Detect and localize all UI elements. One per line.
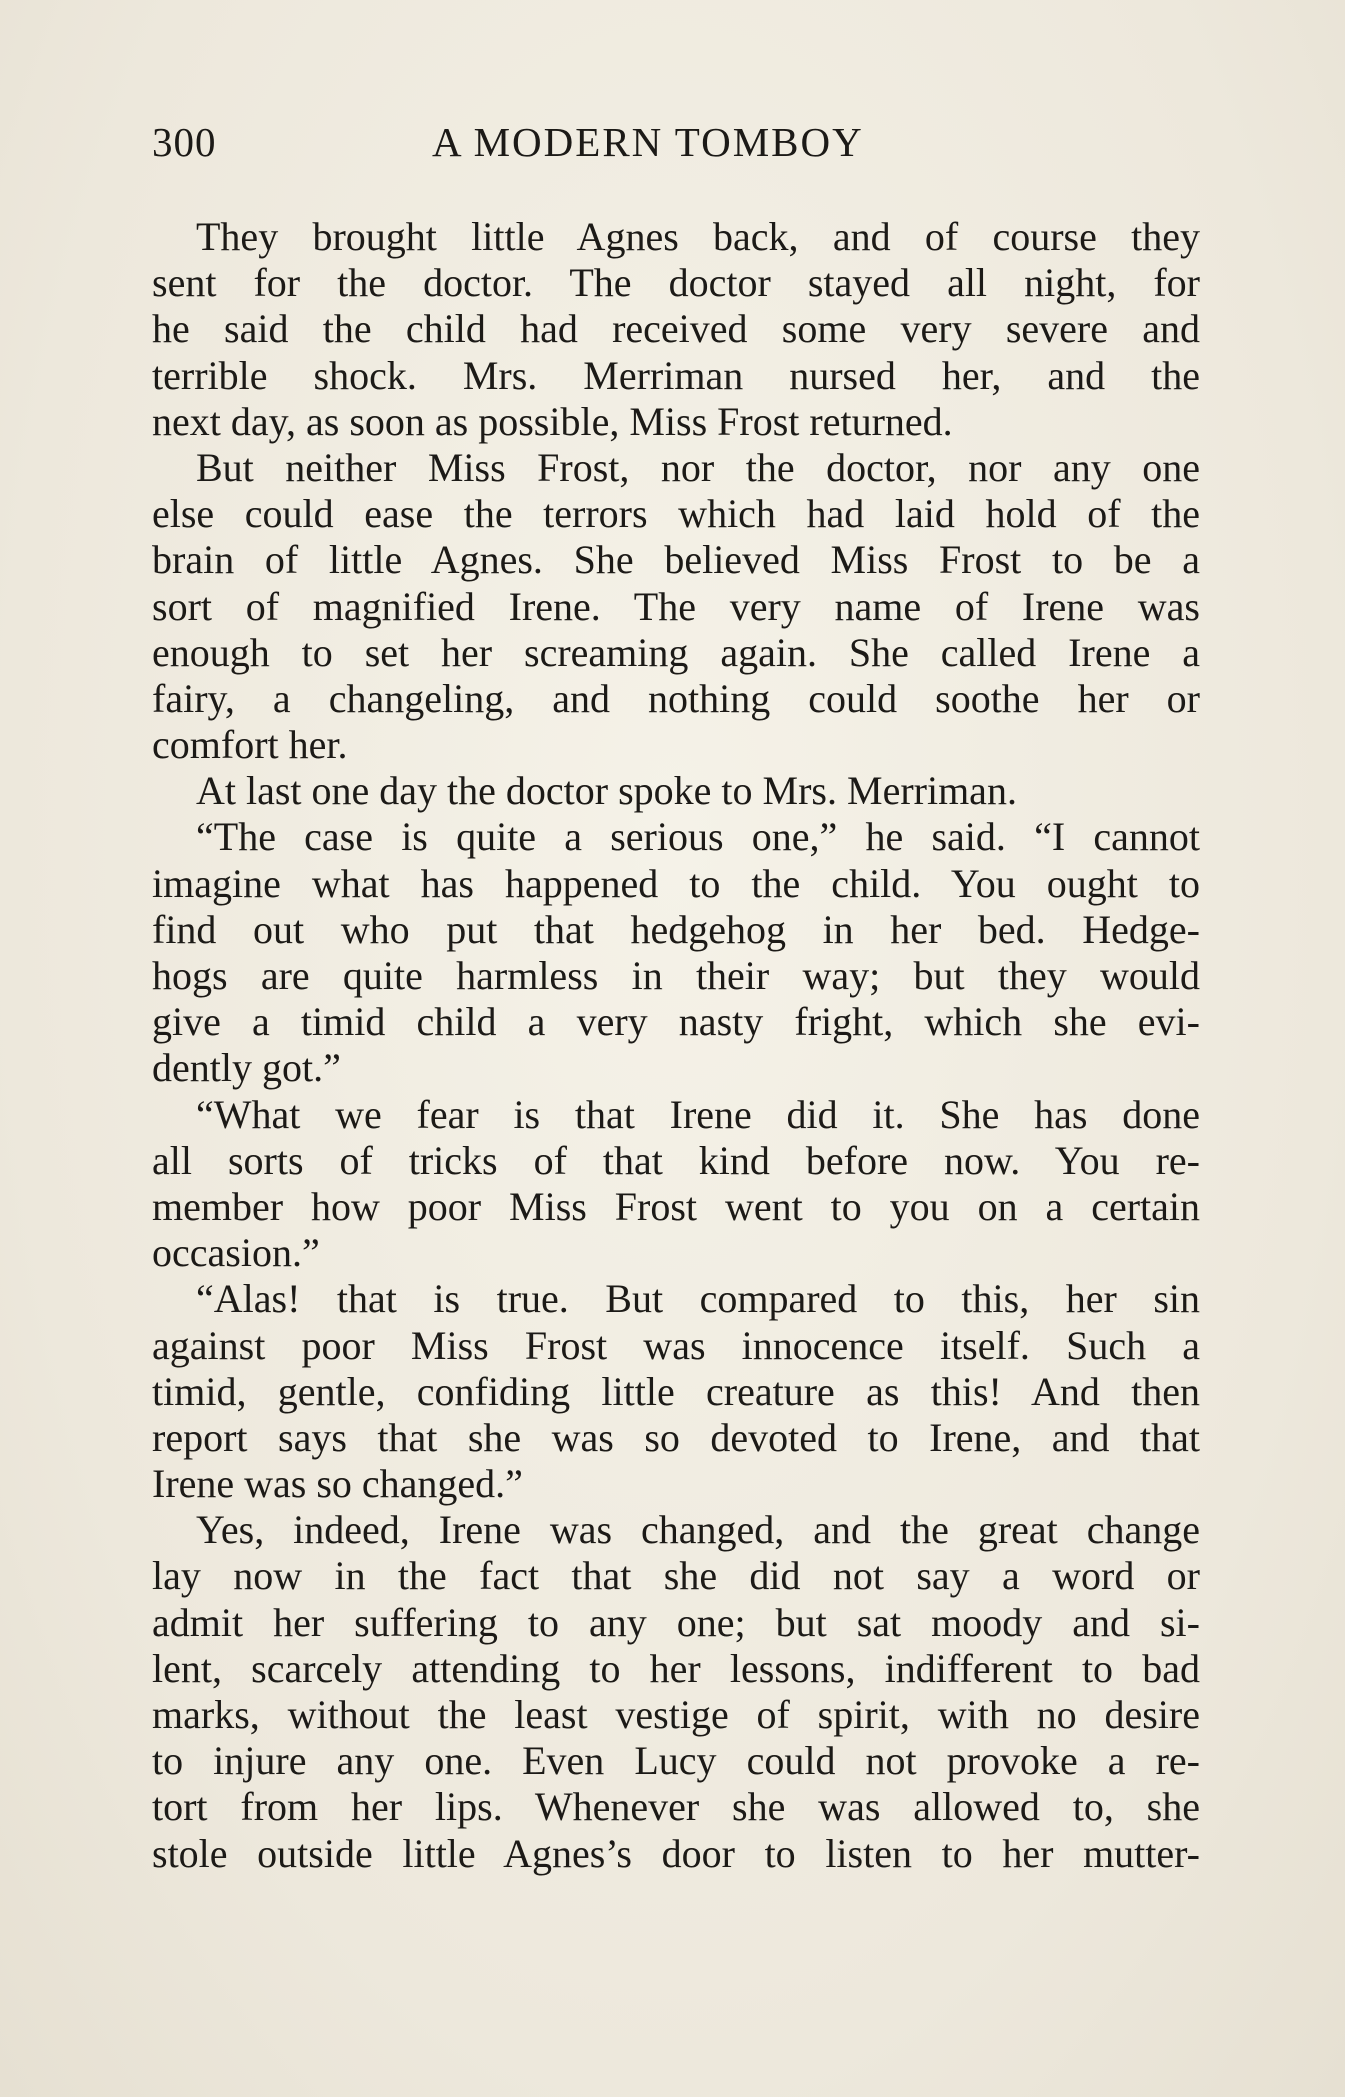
paragraph	[152, 1092, 1200, 1277]
text-line: comfort her.	[152, 722, 348, 768]
text-line: lay now in the fact that she did not say a word or	[152, 1553, 1200, 1599]
text-line: stole outside little Agnes’s door to listen to her mutter-	[152, 1830, 1200, 1876]
text-line: give a timid child a very nasty fright, which she evi-	[152, 999, 1200, 1045]
paragraph	[152, 814, 1200, 1091]
text-line: imagine what has happened to the child. You ought to	[152, 860, 1200, 906]
text-line: They brought little Agnes back, and of course they	[196, 214, 1200, 259]
paragraph	[152, 214, 1200, 445]
text-line: “The case is quite a serious one,” he said. “I cannot	[196, 814, 1200, 860]
text-line: “What we fear is that Irene did it. She has done	[196, 1091, 1200, 1137]
body-text	[152, 214, 1200, 1877]
text-line: lent, scarcely attending to her lessons, indifferent to bad	[152, 1645, 1200, 1691]
text-line: all sorts of tricks of that kind before now. You re-	[152, 1137, 1200, 1183]
paragraph	[152, 1276, 1200, 1507]
page-header	[152, 118, 1200, 178]
text-line: to injure any one. Even Lucy could not provoke a re-	[152, 1738, 1200, 1784]
text-line: else could ease the terrors which had laid hold of the	[152, 491, 1200, 537]
text-line: report says that she was so devoted to Irene, and that	[152, 1414, 1200, 1460]
text-line: enough to set her screaming again. She called Irene a	[152, 629, 1200, 675]
text-line: dently got.”	[152, 1045, 341, 1091]
paragraph	[152, 1507, 1200, 1877]
text-line: member how poor Miss Frost went to you on a certain	[152, 1183, 1200, 1229]
text-line: Yes, indeed, Irene was changed, and the great change	[196, 1507, 1200, 1553]
text-line: find out who put that hedgehog in her bed. Hedge-	[152, 906, 1200, 952]
paragraph	[152, 445, 1200, 768]
text-line: he said the child had received some very severe and	[152, 306, 1200, 352]
text-line: brain of little Agnes. She believed Miss Frost to be a	[152, 537, 1200, 583]
text-line: occasion.”	[152, 1230, 320, 1276]
text-line: marks, without the least vestige of spirit, with no desire	[152, 1692, 1200, 1737]
paragraph	[152, 768, 1200, 814]
text-line: against poor Miss Frost was innocence itself. Such a	[152, 1322, 1200, 1368]
page-number: 300	[152, 119, 217, 165]
text-line: timid, gentle, confiding little creature as this! And then	[152, 1368, 1200, 1414]
text-line: But neither Miss Frost, nor the doctor, nor any one	[196, 444, 1200, 490]
text-line: admit her suffering to any one; but sat moody and si-	[152, 1599, 1200, 1645]
text-line: terrible shock. Mrs. Merriman nursed her, and the	[152, 352, 1200, 398]
running-title: A MODERN TOMBOY	[432, 119, 864, 165]
text-line: tort from her lips. Whenever she was allowed to, she	[152, 1784, 1200, 1830]
text-line: “Alas! that is true. But compared to this, her sin	[196, 1276, 1200, 1322]
text-line: sent for the doctor. The doctor stayed all night, for	[152, 260, 1200, 306]
text-line: fairy, a changeling, and nothing could soothe her or	[152, 675, 1200, 721]
text-line: Irene was so changed.”	[152, 1461, 523, 1507]
text-line: sort of magnified Irene. The very name of Irene was	[152, 583, 1200, 629]
text-line: hogs are quite harmless in their way; but they would	[152, 953, 1200, 998]
text-line: next day, as soon as possible, Miss Frost returned.	[152, 398, 953, 444]
text-line: At last one day the doctor spoke to Mrs. Merriman.	[196, 768, 1017, 814]
